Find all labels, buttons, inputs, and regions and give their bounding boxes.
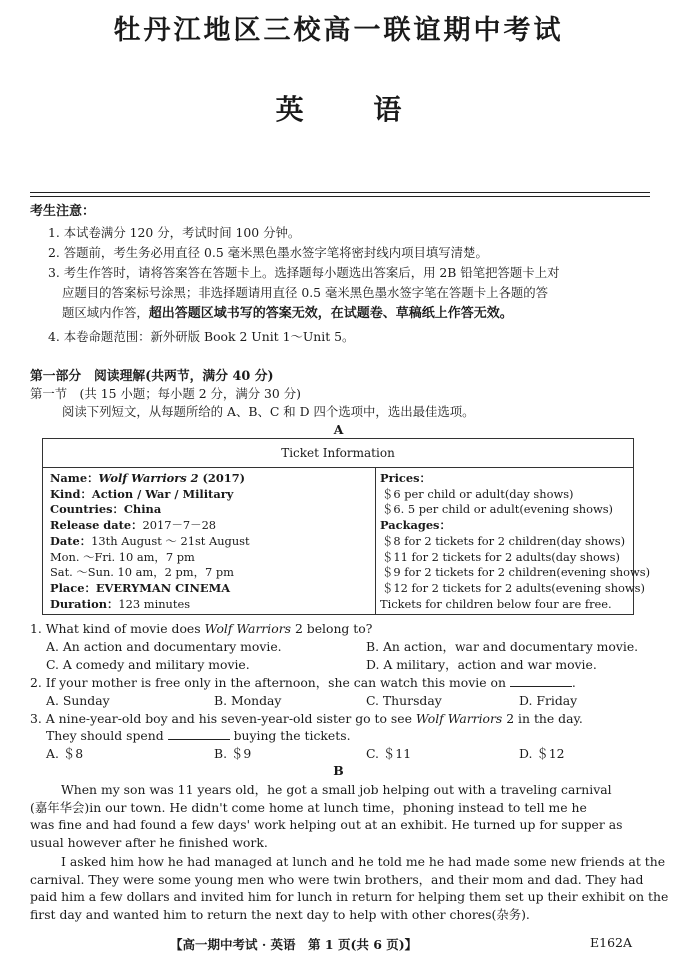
ticket-name-value: Wolf Warriors 2 [98,471,199,485]
ticket-package-2: ＄11 for 2 tickets for 2 adults(day shows) [382,550,620,564]
ticket-name [50,471,245,487]
ticket-place: Place：EVERYMAN CINEMA [50,581,231,595]
notice-emphasis: 超出答题区域书写的答案无效，在试题卷、草稿纸上作答无效。 [148,306,513,321]
q3-stem-post: 2 in the day. [502,711,583,726]
passage-b-p1-line-3: was fine and had found a few days' work helping out at an exhibit. He turned up for supper as [30,817,623,832]
notice-item-3-line-3 [62,304,513,322]
ticket-header: Ticket Information [43,439,633,468]
notice-item-3-line-3-text: 题区域内作答， [62,305,149,320]
ticket-date-value: 13th August ～ 21st August [91,534,250,548]
page-footer: 【高一期中考试 · 英语 第 1 页(共 6 页)】 [170,937,418,952]
q2-option-d: D. Friday [519,693,578,708]
passage-b-p2-line-1: I asked him how he had managed at lunch and he told me he had made some new friends at the [61,854,666,869]
notice-item-3: 3. 考生作答时，请将答案答在答题卡上。选择题每小题选出答案后，用 2B 铅笔把答题卡上对 [48,265,560,280]
question-3-stem [30,710,583,727]
ticket-package-1: ＄8 for 2 tickets for 2 children(day shows) [382,534,626,548]
passage-b-paragraph-2 [30,853,669,923]
ticket-duration-label: Duration： [50,597,119,611]
ticket-name-year: (2017) [198,471,246,485]
q3-line2-post: buying the tickets. [233,728,351,743]
q2-answer-blank [510,674,572,687]
q1-option-a: A. An action and documentary movie. [46,639,282,654]
ticket-kind: Kind：Action / War / Military [50,487,234,501]
passage-b-p2-line-2: carnival. They were some young men who were twin brothers，and their mom and dad. They had [30,871,644,887]
ticket-date-label: Date： [50,534,92,548]
q1-stem-post: 2 belong to? [291,621,373,636]
ticket-price-2: ＄6. 5 per child or adult(evening shows) [382,502,613,516]
question-2-stem: 2. If your mother is free only in the afternoon，she can watch this movie on . [30,675,576,690]
q2-option-c: C. Thursday [366,693,442,708]
part1-instruction: 阅读下列短文，从每题所给的 A、B、C 和 D 四个选项中，选出最佳选项。 [62,404,475,419]
ticket-monfri: Mon. ～Fri. 10 am，7 pm [50,550,195,564]
q1-stem-title: Wolf Warriors [204,621,291,636]
passage-b-p2-line-4: first day and wanted him to return the next day to help with other chores(杂务). [30,906,530,922]
notice-heading: 考生注意： [30,204,96,219]
ticket-children-note: Tickets for children below four are free. [380,597,612,611]
passage-b-label: B [333,763,344,778]
ticket-prices-label: Prices： [380,471,431,485]
q1-option-b: B. An action，war and documentary movie. [366,639,639,654]
exam-code: E162A [590,935,633,950]
subject-title: 英 语 [275,93,402,126]
part1-heading: 第一部分 阅读理解(共两节，满分 40 分) [30,369,274,384]
section1-heading: 第一节 (共 15 小题；每小题 2 分，满分 30 分) [30,386,301,401]
ticket-price-1: ＄6 per child or adult(day shows) [382,487,574,501]
q2-option-a: A. Sunday [46,693,110,708]
notice-item-2: 2. 答题前，考生务必用直径 0.5 毫米黑色墨水签字笔将密封线内项目填写清楚。 [48,245,488,260]
ticket-table [42,438,651,615]
q3-option-a: A. ＄8 [46,746,84,761]
ticket-package-3: ＄9 for 2 tickets for 2 children(evening shows) [382,565,651,579]
divider-bottom [30,196,650,197]
question-1-stem [30,620,372,637]
q1-option-d: D. A military，action and war movie. [366,657,597,672]
ticket-packages-label: Packages： [380,518,451,532]
ticket-satsun: Sat. ～Sun. 10 am，2 pm，7 pm [50,565,234,579]
divider-top [30,192,650,193]
q3-line2-pre: They should spend [46,728,164,743]
ticket-name-label: Name： [50,471,99,485]
q3-answer-blank [168,727,230,740]
passage-b-paragraph-1 [30,781,650,851]
ticket-release-label: Release date： [50,518,143,532]
question-3-line-2 [46,727,351,744]
passage-a-label: A [333,422,344,437]
notice-item-4: 4. 本卷命题范围：新外研版 Book 2 Unit 1～Unit 5。 [48,329,355,344]
ticket-date [50,534,250,550]
ticket-countries: Countries：China [50,502,162,516]
ticket-divider [375,468,376,614]
ticket-package-4: ＄12 for 2 tickets for 2 adults(evening shows) [382,581,645,595]
ticket-duration-value: 123 minutes [118,597,191,611]
q1-option-c: C. A comedy and military movie. [46,657,250,672]
ticket-duration [50,597,190,613]
q1-stem-pre: 1. What kind of movie does [30,621,205,636]
passage-b-p1-line-4: usual however after he finished work. [30,834,268,850]
q2-stem-text: 2. If your mother is free only in the afternoon，she can watch this movie on [30,675,506,690]
ticket-release [50,518,216,534]
notice-item-3-line-2: 应题目的答案标号涂黑；非选择题请用直径 0.5 毫米黑色墨水签字笔在答题卡上各题的答 [62,285,549,300]
q3-option-b: B. ＄9 [214,746,252,761]
passage-b-p1-line-1: When my son was 11 years old，he got a small job helping out with a traveling carnival [61,782,612,797]
q3-option-c: C. ＄11 [366,746,412,761]
q3-option-d: D. ＄12 [519,746,565,761]
ticket-release-value: 2017－7－28 [142,518,217,532]
q3-stem-title: Wolf Warriors [415,711,503,726]
notice-item-1: 1. 本试卷满分 120 分，考试时间 100 分钟。 [48,225,301,240]
passage-b-p1-line-2: (嘉年华会)in our town. He didn't come home at lunch time，phoning instead to tell me he [30,799,587,815]
q2-option-b: B. Monday [214,693,282,708]
exam-title: 牡丹江地区三校高一联谊期中考试 [113,15,564,46]
passage-b-p2-line-3: paid him a few dollars and invited him for lunch in return for helping them set up their exhibit on the [30,889,669,904]
q3-stem-pre: 3. A nine-year-old boy and his seven-year-old sister go to see [30,711,416,726]
